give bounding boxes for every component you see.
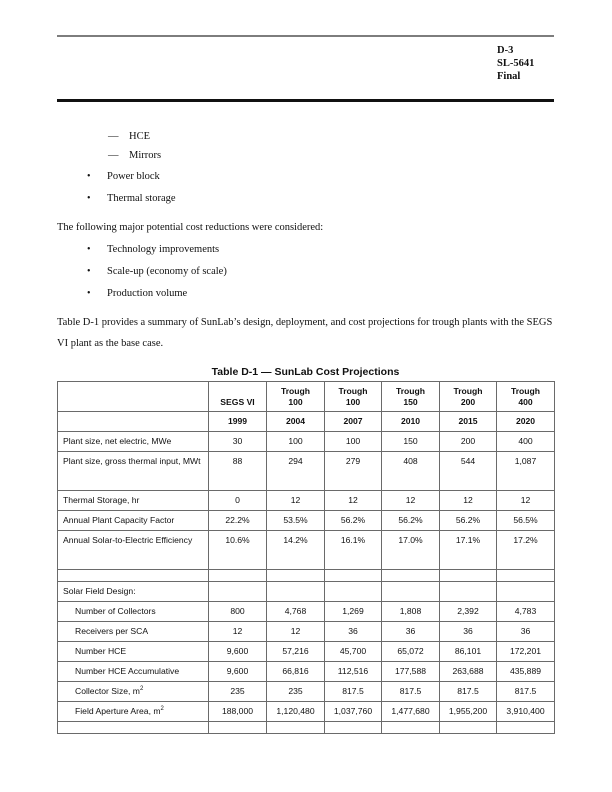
table-row (58, 511, 555, 531)
row-label: Number HCE Accumulative (58, 662, 209, 682)
cell: 17.1% (440, 531, 497, 570)
cell: 100 (267, 432, 325, 452)
cell: 86,101 (440, 642, 497, 662)
cell: 36 (497, 622, 555, 642)
cell: 56.2% (382, 511, 440, 531)
cell: 56.2% (440, 511, 497, 531)
report-status: Final (497, 71, 521, 82)
table-row (58, 491, 555, 511)
cell: 817.5 (382, 682, 440, 702)
cell: 800 (209, 602, 267, 622)
cell: 817.5 (497, 682, 555, 702)
cell: 100 (325, 432, 382, 452)
report-number: SL-5641 (497, 58, 535, 69)
cell: 17.2% (497, 531, 555, 570)
table-spacer-row (58, 570, 555, 582)
column-header: Trough 200 (440, 382, 497, 412)
column-header: SEGS VI (209, 382, 267, 412)
year-header: 2004 (267, 412, 325, 432)
cell: 0 (209, 491, 267, 511)
table-row (58, 432, 555, 452)
cell: 544 (440, 452, 497, 491)
cell: 150 (382, 432, 440, 452)
cell: 12 (382, 491, 440, 511)
header-rule-bottom (57, 99, 554, 102)
dash-icon: — (108, 131, 119, 142)
cell: 4,768 (267, 602, 325, 622)
bullet-icon: • (87, 266, 91, 277)
cell: 17.0% (382, 531, 440, 570)
cell: 16.1% (325, 531, 382, 570)
cell: 4,783 (497, 602, 555, 622)
year-header: 2020 (497, 412, 555, 432)
table-row (58, 682, 555, 702)
cell: 12 (325, 491, 382, 511)
table-row (58, 602, 555, 622)
table-row (58, 702, 555, 722)
cell: 45,700 (325, 642, 382, 662)
row-label: Receivers per SCA (58, 622, 209, 642)
corner-cell (58, 382, 209, 412)
cell: 1,269 (325, 602, 382, 622)
cell: 235 (209, 682, 267, 702)
cell: 1,120,480 (267, 702, 325, 722)
cell: 294 (267, 452, 325, 491)
cell: 177,588 (382, 662, 440, 682)
table-row (58, 452, 555, 491)
cell: 9,600 (209, 662, 267, 682)
row-label: Number of Collectors (58, 602, 209, 622)
cell: 172,201 (497, 642, 555, 662)
cell: 10.6% (209, 531, 267, 570)
cell: 22.2% (209, 511, 267, 531)
column-header: Trough 150 (382, 382, 440, 412)
bullet-icon: • (87, 171, 91, 182)
table-row (58, 622, 555, 642)
cell: 36 (382, 622, 440, 642)
row-label: Annual Plant Capacity Factor (58, 511, 209, 531)
dash-icon: — (108, 150, 119, 161)
cell: 14.2% (267, 531, 325, 570)
page-number: D-3 (497, 45, 514, 56)
column-header: Trough 100 (325, 382, 382, 412)
cell: 263,688 (440, 662, 497, 682)
intro-paragraph: The following major potential cost reductions were considered: (57, 222, 324, 233)
cell: 88 (209, 452, 267, 491)
cell: 400 (497, 432, 555, 452)
cell: 9,600 (209, 642, 267, 662)
cell: 112,516 (325, 662, 382, 682)
summary-paragraph: Table D-1 provides a summary of SunLab’s design, deployment, and cost projections for trough plants with the SEGS VI plant as the base case. (57, 317, 553, 349)
row-label: Number HCE (58, 642, 209, 662)
cell: 56.2% (325, 511, 382, 531)
cell: 57,216 (267, 642, 325, 662)
year-header: 2015 (440, 412, 497, 432)
cell: 12 (267, 622, 325, 642)
cell: 408 (382, 452, 440, 491)
bullet-icon: • (87, 193, 91, 204)
cell: 1,808 (382, 602, 440, 622)
cell: 12 (497, 491, 555, 511)
bullet-icon: • (87, 244, 91, 255)
year-header: 1999 (209, 412, 267, 432)
column-header: Trough 400 (497, 382, 555, 412)
cell: 65,072 (382, 642, 440, 662)
cell: 66,816 (267, 662, 325, 682)
row-label: Thermal Storage, hr (58, 491, 209, 511)
table-section-row (58, 582, 555, 602)
cell: 36 (440, 622, 497, 642)
cell: 3,910,400 (497, 702, 555, 722)
cell: 2,392 (440, 602, 497, 622)
cell: 1,477,680 (382, 702, 440, 722)
table-header-row (58, 382, 555, 412)
cost-projections-table (57, 381, 555, 734)
cell: 279 (325, 452, 382, 491)
column-header: Trough 100 (267, 382, 325, 412)
row-label: Field Aperture Area, $m^2$ (58, 702, 209, 722)
cell: 235 (267, 682, 325, 702)
cell: 817.5 (440, 682, 497, 702)
cell: 56.5% (497, 511, 555, 531)
table-row (58, 531, 555, 570)
cell: 1,087 (497, 452, 555, 491)
document-id-block (497, 44, 534, 83)
row-label: Annual Solar-to-Electric Efficiency (58, 531, 209, 570)
table-spacer-row (58, 722, 555, 734)
bullet-icon: • (87, 288, 91, 299)
cell: 12 (267, 491, 325, 511)
cell: 12 (209, 622, 267, 642)
table-row (58, 642, 555, 662)
row-label: Collector Size, $m^2$ (58, 682, 209, 702)
cell: 36 (325, 622, 382, 642)
cell: 12 (440, 491, 497, 511)
year-header: 2010 (382, 412, 440, 432)
section-label: Solar Field Design: (58, 582, 209, 602)
year-header: 2007 (325, 412, 382, 432)
table-row (58, 662, 555, 682)
year-header-row (58, 412, 555, 432)
cell: 200 (440, 432, 497, 452)
cell: 53.5% (267, 511, 325, 531)
cell: 435,889 (497, 662, 555, 682)
cell: 817.5 (325, 682, 382, 702)
table-caption: Table D-1 — SunLab Cost Projections (211, 366, 400, 378)
cell: 30 (209, 432, 267, 452)
cell: 1,037,760 (325, 702, 382, 722)
cell: 188,000 (209, 702, 267, 722)
cell: 1,955,200 (440, 702, 497, 722)
header-rule-top (57, 35, 554, 37)
row-label: Plant size, gross thermal input, MWt (58, 452, 209, 491)
row-label: Plant size, net electric, MWe (58, 432, 209, 452)
